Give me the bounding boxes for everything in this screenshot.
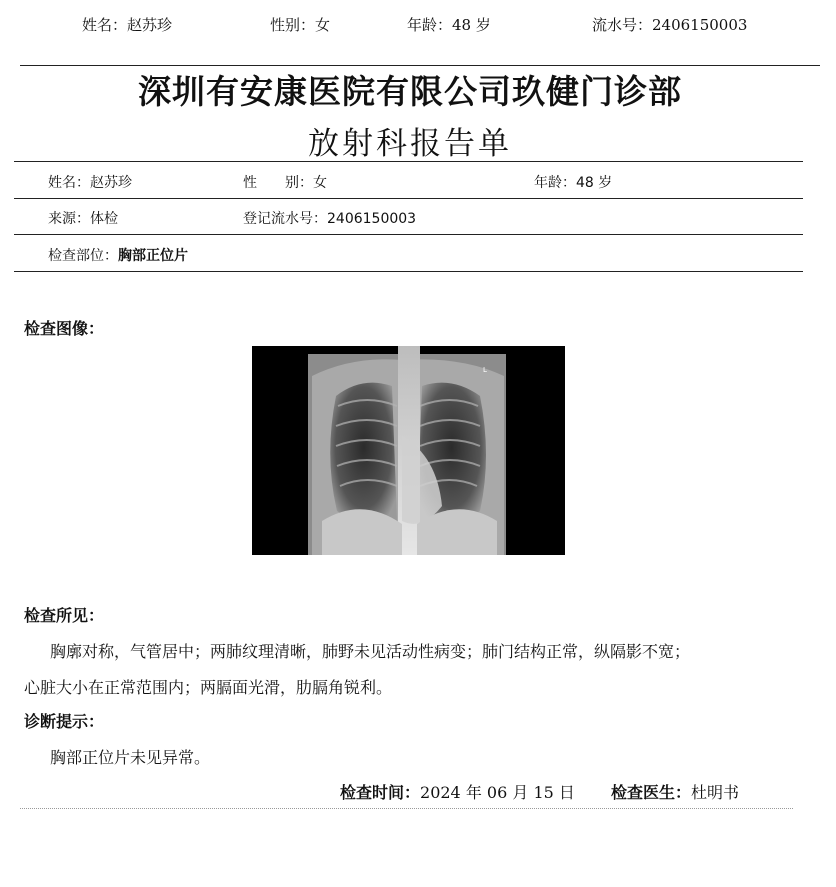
info-age-value: 48 岁 [576, 175, 613, 191]
info-gender [243, 172, 327, 192]
info-age [534, 172, 612, 192]
findings-label: 检查所见： [24, 606, 105, 625]
info-rule-top [14, 161, 803, 162]
findings-line-2: 心脏大小在正常范围内；两膈面光滑，肋膈角锐利。 [24, 678, 393, 697]
info-rule-3 [14, 234, 803, 235]
header-name: 姓名：赵苏珍 [82, 16, 173, 34]
exam-time-value: 2024 年 06 月 15 日 [420, 783, 575, 802]
header-serial: 流水号：2406150003 [592, 16, 748, 34]
info-rule-2 [14, 198, 803, 199]
info-reg-serial [243, 208, 416, 228]
info-exam-part-value: 胸部正位片 [118, 248, 188, 264]
chest-xray-svg [252, 346, 565, 555]
footer-divider [20, 808, 793, 809]
info-age-label: 年龄： [534, 175, 576, 191]
info-gender-value: 女 [313, 175, 327, 191]
exam-time-label: 检查时间： [340, 783, 421, 802]
header-gender: 性别：女 [270, 16, 331, 34]
image-section-label: 检查图像： [24, 319, 105, 338]
info-reg-serial-label: 登记流水号： [243, 211, 327, 227]
info-source-label: 来源： [48, 211, 90, 227]
report-subtitle: 放射科报告单 [308, 126, 512, 162]
findings-line-1: 胸廓对称，气管居中；两肺纹理清晰，肺野未见活动性病变；肺门结构正常，纵隔影不宽； [50, 642, 691, 661]
xray-side-marker: L [483, 366, 487, 374]
exam-doctor-value: 杜明书 [691, 783, 740, 802]
info-reg-serial-value: 2406150003 [327, 211, 417, 227]
info-name [48, 172, 132, 192]
info-source-value: 体检 [90, 211, 118, 227]
diagnosis-label: 诊断提示： [24, 712, 105, 731]
header-age: 年龄：48 岁 [407, 16, 491, 34]
info-exam-part [48, 245, 188, 265]
info-gender-label: 性 别： [243, 175, 313, 191]
hospital-title: 深圳有安康医院有限公司玖健门诊部 [138, 72, 682, 111]
info-name-label: 姓名： [48, 175, 90, 191]
exam-doctor [611, 780, 739, 803]
diagnosis-text: 胸部正位片未见异常。 [50, 748, 211, 767]
exam-time [340, 780, 575, 803]
chest-xray-image [252, 346, 565, 555]
info-exam-part-label: 检查部位： [48, 248, 118, 264]
info-rule-bottom [14, 271, 803, 272]
exam-doctor-label: 检查医生： [611, 783, 692, 802]
info-name-value: 赵苏珍 [90, 175, 132, 191]
info-source [48, 208, 118, 228]
